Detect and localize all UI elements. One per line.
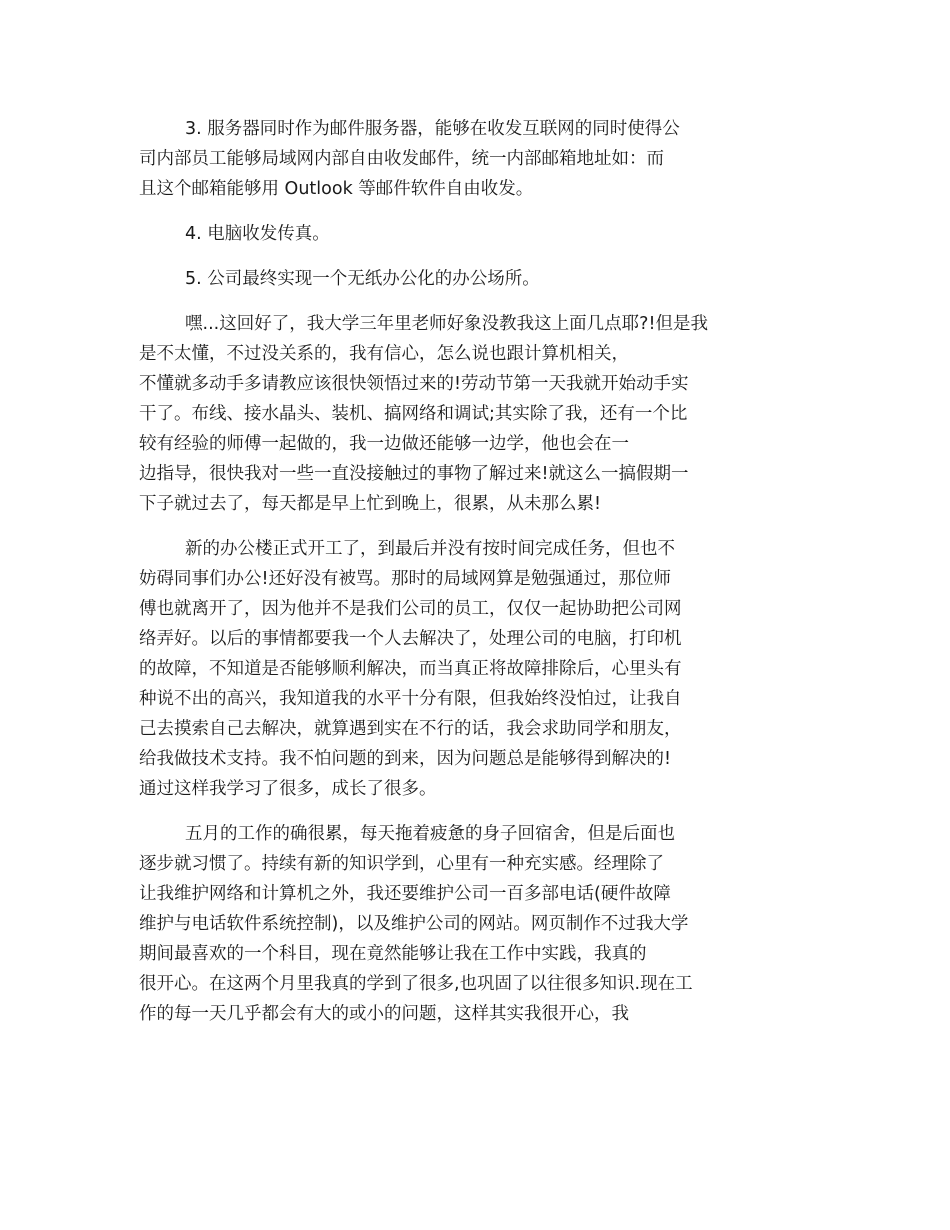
text-line: 3. 服务器同时作为邮件服务器，能够在收发互联网的同时使得公: [185, 119, 680, 139]
text-line: 让我维护网络和计算机之外，我还要维护公司一百多部电话(硬件故障: [139, 884, 671, 904]
text-line: 维护与电话软件系统控制)，以及维护公司的网站。网页制作不过我大学: [139, 914, 689, 934]
text-line: 且这个邮箱能够用 Outlook 等邮件软件自由收发。: [139, 179, 534, 199]
text-line: 司内部员工能够局域网内部自由收发邮件，统一内部邮箱地址如：而: [139, 149, 664, 169]
text-line: 己去摸索自己去解决，就算遇到实在不行的话，我会求助同学和朋友，: [139, 719, 682, 739]
text-line: 种说不出的高兴，我知道我的水平十分有限，但我始终没怕过，让我自: [139, 689, 682, 709]
text-line: 络弄好。以后的事情都要我一个人去解决了，处理公司的电脑，打印机: [139, 629, 682, 649]
text-line: 较有经验的师傅一起做的，我一边做还能够一边学，他也会在一: [139, 434, 629, 454]
text-line: 5. 公司最终实现一个无纸办公化的办公场所。: [185, 269, 540, 289]
text-line: 通过这样我学习了很多，成长了很多。: [139, 779, 437, 799]
text-line: 傅也就离开了，因为他并不是我们公司的员工，仅仅一起协助把公司网: [139, 599, 682, 619]
text-line: 给我做技术支持。我不怕问题的到来，因为问题总是能够得到解决的!: [139, 749, 672, 769]
text-line: 新的办公楼正式开工了，到最后并没有按时间完成任务，但也不: [185, 539, 675, 559]
text-line: 不懂就多动手多请教应该很快领悟过来的!劳动节第一天我就开始动手实: [139, 374, 689, 394]
text-line: 的故障，不知道是否能够顺利解决，而当真正将故障排除后，心里头有: [139, 659, 682, 679]
text-line: 4. 电脑收发传真。: [185, 224, 330, 244]
text-line: 干了。布线、接水晶头、装机、搞网络和调试;其实除了我，还有一个比: [139, 404, 688, 424]
text-line: 下子就过去了，每天都是早上忙到晚上，很累，从未那么累!: [139, 494, 602, 514]
text-line: 很开心。在这两个月里我真的学到了很多,也巩固了以往很多知识.现在工: [139, 974, 693, 994]
text-line: 逐步就习惯了。持续有新的知识学到，心里有一种充实感。经理除了: [139, 854, 664, 874]
text-line: 是不太懂，不过没关系的，我有信心，怎么说也跟计算机相关，: [139, 344, 629, 364]
text-line: 作的每一天几乎都会有大的或小的问题，这样其实我很开心，我: [139, 1004, 629, 1024]
text-line: 妨碍同事们办公!还好没有被骂。那时的局域网算是勉强通过，那位师: [139, 569, 672, 589]
text-line: 嘿...这回好了，我大学三年里老师好象没教我这上面几点耶?!但是我: [185, 314, 708, 334]
text-line: 期间最喜欢的一个科目，现在竟然能够让我在工作中实践，我真的: [139, 944, 647, 964]
text-line: 边指导，很快我对一些一直没接触过的事物了解过来!就这么一搞假期一: [139, 464, 689, 484]
text-line: 五月的工作的确很累，每天拖着疲惫的身子回宿舍，但是后面也: [185, 824, 675, 844]
